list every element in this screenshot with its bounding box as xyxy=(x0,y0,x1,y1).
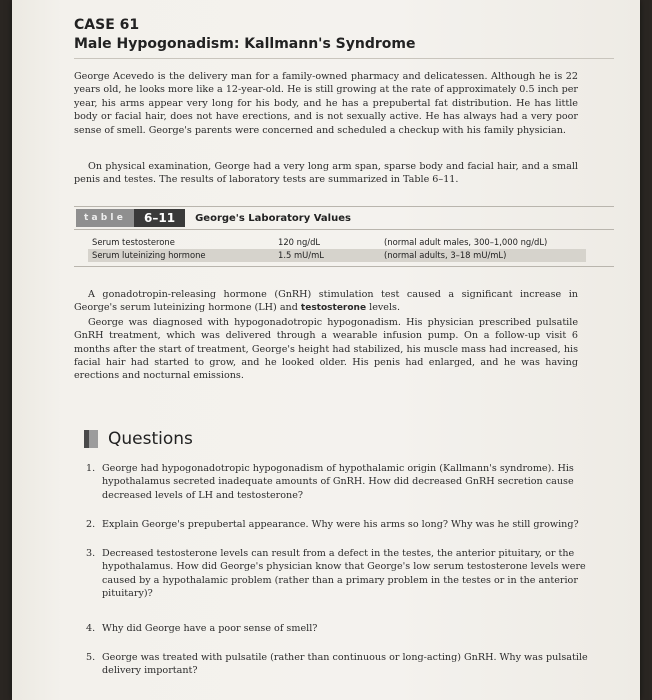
table-title: George's Laboratory Values xyxy=(195,212,351,224)
question-number: 5. xyxy=(86,652,96,663)
stimulation-text: A gonadotropin-releasing hormone (GnRH) stimulation test caused a significant increase in George's serum luteinizing hormone (LH) and xyxy=(74,289,578,314)
table-header-rule xyxy=(74,229,614,230)
case-heading xyxy=(74,16,415,54)
table-bottom-rule xyxy=(74,266,614,267)
questions-title: Questions xyxy=(108,429,193,449)
section-square-icon xyxy=(84,430,98,448)
paragraph-intro: George Acevedo is the delivery man for a family-owned pharmacy and delicatessen. Although he is 22 years old, he looks more like a 12-year-old. He is still growing at the rate of approximately 0.5 inch per year, his arms appear very long for his body, and he has a prepubertal fat distribution. He has little body or facial hair, does not have erections, and is not sexually active. He has always had a very poor sense of smell. George's parents were concerned and scheduled a checkup with his family physician. xyxy=(74,71,578,136)
table-row xyxy=(88,236,586,249)
book-page xyxy=(12,0,640,700)
case-title: Male Hypogonadism: Kallmann's Syndrome xyxy=(74,36,416,52)
row-value: 1.5 mU/mL xyxy=(278,250,324,260)
stimulation-text-end: levels. xyxy=(366,302,401,314)
question-number: 3. xyxy=(86,548,96,559)
paragraph-exam: On physical examination, George had a very long arm span, sparse body and facial hair, and a small penis and testes. The results of laboratory tests are summarized in Table 6–11. xyxy=(74,161,578,186)
row-reference: (normal adults, 3–18 mU/mL) xyxy=(384,250,507,260)
table-top-rule xyxy=(74,206,614,207)
paragraph-stimulation-and-treatment xyxy=(74,288,578,383)
table-row xyxy=(88,249,586,262)
question-text: George had hypogonadotropic hypogonadism of hypothalamic origin (Kallmann's syndrome). His hypothalamus secreted inadequate amounts of GnRH. How did decreased GnRH secretion cause decreased levels of LH and testosterone? xyxy=(102,463,574,501)
row-value: 120 ng/dL xyxy=(278,237,321,247)
case-number: CASE 61 xyxy=(74,17,140,33)
question-item xyxy=(86,462,590,502)
question-text: George was treated with pulsatile (rather than continuous or long-acting) GnRH. Why was pulsatile delivery important? xyxy=(102,652,588,677)
question-item xyxy=(86,622,317,635)
question-item xyxy=(86,518,579,531)
case-divider xyxy=(74,58,614,59)
paragraph-stimulation xyxy=(74,288,578,316)
row-reference: (normal adult males, 300–1,000 ng/dL) xyxy=(384,237,548,247)
question-text: Why did George have a poor sense of smell? xyxy=(102,623,318,634)
row-name: Serum luteinizing hormone xyxy=(92,250,206,260)
paragraph-treatment: George was diagnosed with hypogonadotropic hypogonadism. His physician prescribed pulsatile GnRH treatment, which was delivered through a wearable infusion pump. On a follow-up visit 6 months after the start of treatment, George's height had stabilized, his muscle mass had increased, his facial hair had started to grow, and he looked older. His penis had enlarged, and he was having erections and nocturnal emissions. xyxy=(74,316,578,382)
question-item xyxy=(86,547,590,601)
row-name: Serum testosterone xyxy=(92,237,175,247)
table-number: 6–11 xyxy=(134,209,185,227)
question-item xyxy=(86,651,590,678)
table-header xyxy=(76,209,351,227)
questions-heading xyxy=(84,429,193,449)
question-number: 2. xyxy=(86,519,96,530)
question-number: 4. xyxy=(86,623,96,634)
table-label: table xyxy=(76,209,134,227)
testosterone-term: testosterone xyxy=(300,303,367,314)
question-text: Decreased testosterone levels can result from a defect in the testes, the anterior pituitary, or the hypothalamus. How did George's physician know that George's low serum testosterone levels were caused by a hypothalamic problem (rather than a primary problem in the testes or in the anterior pituitary)? xyxy=(102,548,586,600)
question-text: Explain George's prepubertal appearance. Why were his arms so long? Why was he still growing? xyxy=(102,519,579,530)
question-number: 1. xyxy=(86,463,96,474)
